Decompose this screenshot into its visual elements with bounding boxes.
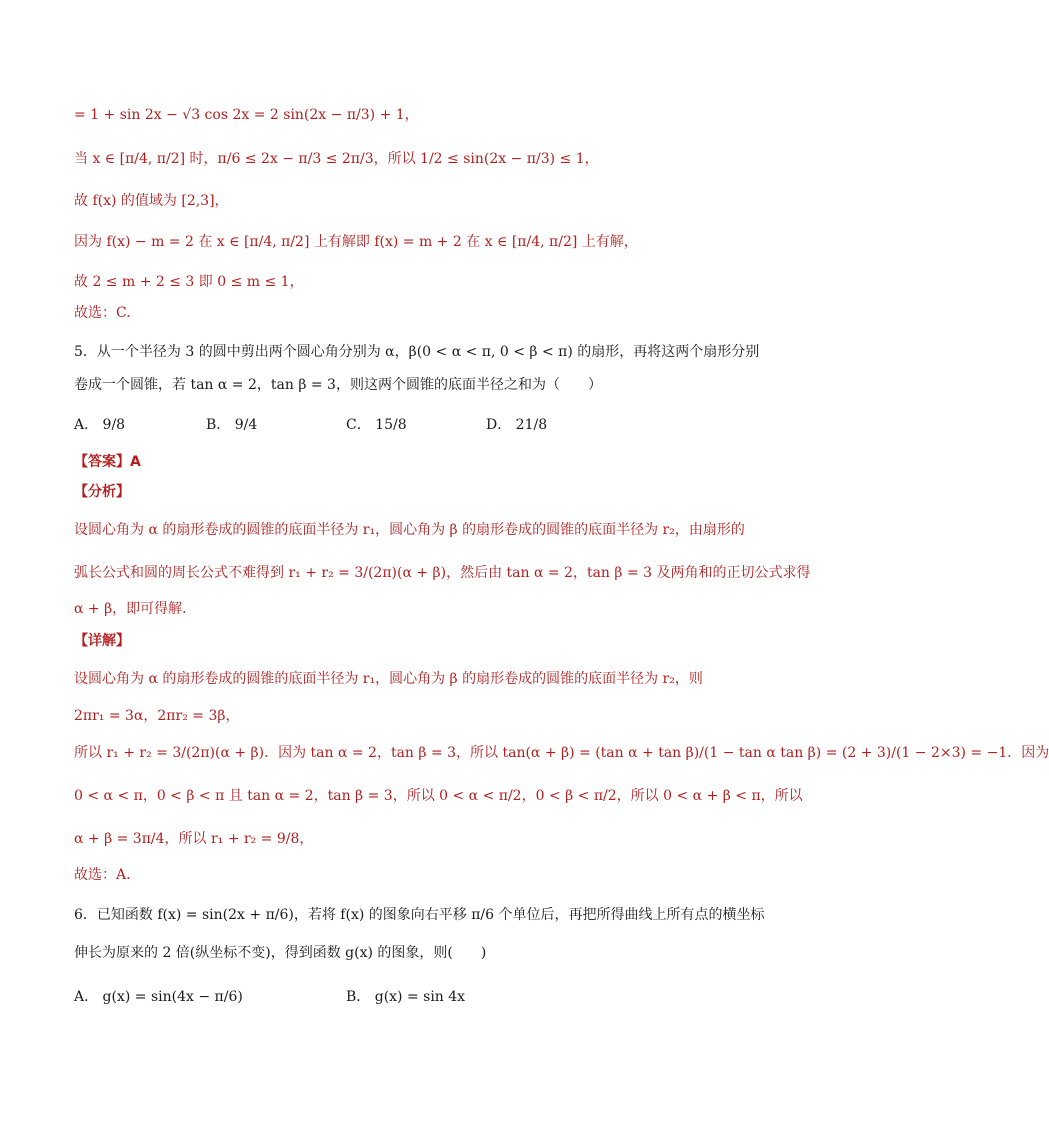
q5-option-a: A． 9/8 bbox=[74, 417, 126, 433]
q5-choice: 故选：A. bbox=[74, 867, 131, 883]
q5-analysis-heading: 【分析】 bbox=[74, 484, 130, 500]
q6-option-a: A． g(x) = sin(4x − π/6) bbox=[74, 989, 243, 1005]
q6-stem-line-1: 6．已知函数 f(x) = sin(2x + π/6)，若将 f(x) 的图象向右平移 π/6 个单位后，再把所得曲线上所有点的横坐标 bbox=[74, 907, 765, 923]
q5-stem-line-1: 5．从一个半径为 3 的圆中剪出两个圆心角分别为 α，β(0 < α < π, 0 < β < π) 的扇形，再将这两个扇形分别 bbox=[74, 344, 760, 360]
derivation-line-3: 故 f(x) 的值域为 [2,3]， bbox=[74, 193, 229, 209]
q6-option-b: B． g(x) = sin 4x bbox=[346, 989, 466, 1005]
q5-detail-line-4: 0 < α < π，0 < β < π 且 tan α = 2，tan β = 3，所以 0 < α < π/2，0 < β < π/2，所以 0 < α + β < π，所以 bbox=[74, 788, 803, 804]
q5-analysis-line-1: 设圆心角为 α 的扇形卷成的圆锥的底面半径为 r₁，圆心角为 β 的扇形卷成的圆锥的底面半径为 r₂，由扇形的 bbox=[74, 522, 745, 538]
q5-analysis-line-3: α + β，即可得解． bbox=[74, 601, 197, 617]
q5-detail-line-1: 设圆心角为 α 的扇形卷成的圆锥的底面半径为 r₁，圆心角为 β 的扇形卷成的圆锥的底面半径为 r₂，则 bbox=[74, 671, 703, 687]
derivation-choice: 故选：C. bbox=[74, 305, 131, 321]
q5-detail-line-3: 所以 r₁ + r₂ = 3/(2π)(α + β)．因为 tan α = 2，tan β = 3，所以 tan(α + β) = (tan α + tan β)/(1 − tan α tan β) = (2 + 3)/(1 − 2×3) = −1．因为 bbox=[74, 745, 1049, 761]
q5-option-c: C． 15/8 bbox=[346, 417, 407, 433]
q5-stem-line-2: 卷成一个圆锥，若 tan α = 2，tan β = 3，则这两个圆锥的底面半径之和为（ ） bbox=[74, 377, 602, 393]
derivation-line-4: 因为 f(x) − m = 2 在 x ∈ [π/4, π/2] 上有解即 f(x) = m + 2 在 x ∈ [π/4, π/2] 上有解， bbox=[74, 234, 638, 250]
derivation-line-5: 故 2 ≤ m + 2 ≤ 3 即 0 ≤ m ≤ 1， bbox=[74, 274, 304, 290]
q5-detail-line-2: 2πr₁ = 3α，2πr₂ = 3β， bbox=[74, 708, 240, 724]
q6-stem-line-2: 伸长为原来的 2 倍(纵坐标不变)，得到函数 g(x) 的图象，则( ) bbox=[74, 945, 487, 961]
derivation-line-1: = 1 + sin 2x − √3 cos 2x = 2 sin(2x − π/3) + 1， bbox=[74, 107, 419, 123]
q5-detail-heading: 【详解】 bbox=[74, 633, 130, 649]
q5-option-b: B． 9/4 bbox=[206, 417, 258, 433]
derivation-line-2: 当 x ∈ [π/4, π/2] 时，π/6 ≤ 2x − π/3 ≤ 2π/3，所以 1/2 ≤ sin(2x − π/3) ≤ 1， bbox=[74, 151, 599, 167]
q5-analysis-line-2: 弧长公式和圆的周长公式不难得到 r₁ + r₂ = 3/(2π)(α + β)，然后由 tan α = 2，tan β = 3 及两角和的正切公式求得 bbox=[74, 565, 811, 581]
q5-answer: 【答案】A bbox=[74, 454, 141, 470]
q5-option-d: D． 21/8 bbox=[486, 417, 548, 433]
q5-detail-line-5: α + β = 3π/4，所以 r₁ + r₂ = 9/8， bbox=[74, 831, 314, 847]
